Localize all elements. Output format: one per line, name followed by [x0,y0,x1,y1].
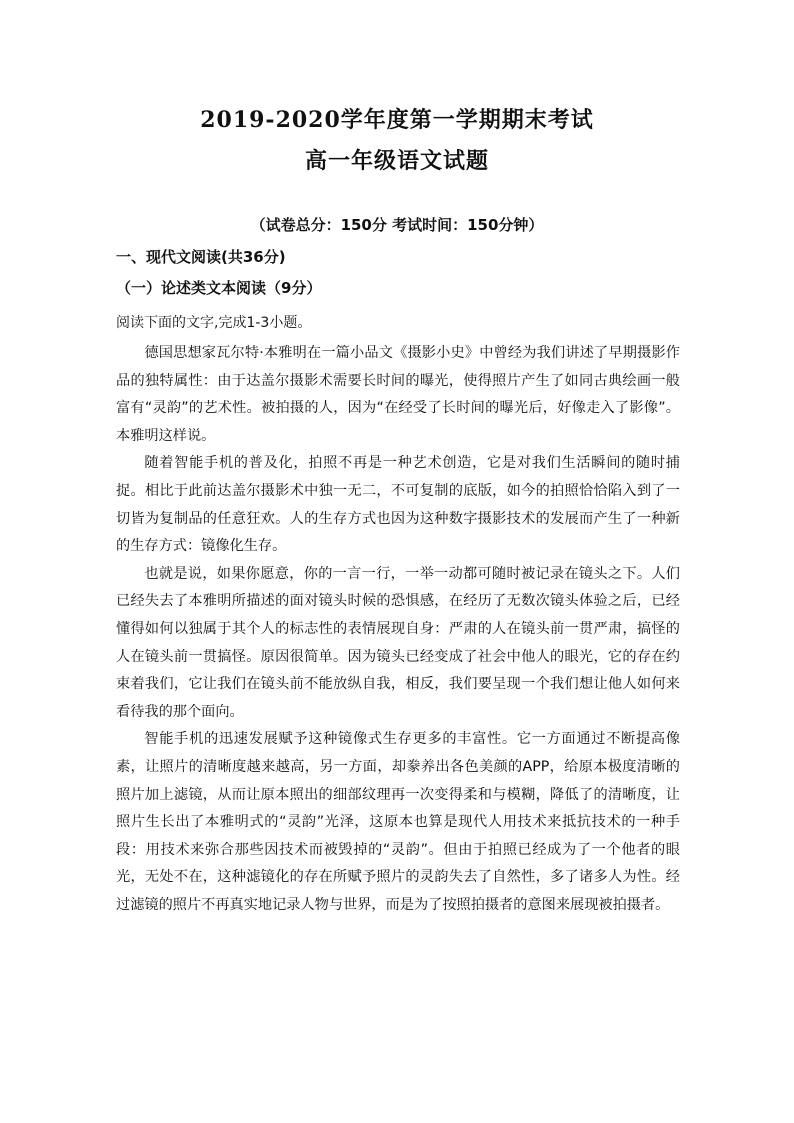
section-heading: 一、现代文阅读(共36分) [116,248,286,266]
passage-paragraph: 也就是说，如果你愿意，你的一言一行，一举一动都可随时被记录在镜头之下。人们已经失去了本雅明所描述的面对镜头时候的恐惧感，在经历了无数次镜头体验之后，已经懂得如何以独属于其个人的标志性的表情展现自身：严肃的人在镜头前一贯严肃，搞怪的人在镜头前一贯搞怪。原因很简单。因为镜头已经变成了社会中他人的眼光，它的存在约束着我们，它让我们在镜头前不能放纵自我，相反，我们要呈现一个我们想让他人如何来看待我的那个面向。 [116,565,680,720]
exam-title: 2019-2020学年度第一学期期末考试 [200,107,594,133]
subsection-heading: （一）论述类文本阅读（9分） [116,279,322,297]
reading-instruction: 阅读下面的文字,完成1-3小题。 [116,315,312,331]
exam-meta: （试卷总分：150分 考试时间：150分钟） [250,216,544,234]
exam-subtitle: 高一年级语文试题 [304,148,489,174]
passage-paragraph: 智能手机的迅速发展赋予这种镜像式生存更多的丰富性。它一方面通过不断提高像素，让照片的清晰度越来越高，另一方面，却豢养出各色美颜的APP，给原本极度清晰的照片加上滤镜，从而让原本照出的细部纹理再一次变得柔和与模糊，降低了的清晰度，让照片生长出了本雅明式的“灵韵”光泽，这原本也算是现代人用技术来抵抗技术的一种手段：用技术来弥合那些因技术而被毁掉的“灵韵”。但由于拍照已经成为了一个他者的眼光，无处不在，这种滤镜化的存在所赋予照片的灵韵失去了自然性，多了诸多人为性。经过滤镜的照片不再真实地记录人物与世界，而是为了按照拍摄者的意图来展现被拍摄者。 [116,731,680,913]
passage-paragraph: 德国思想家瓦尔特·本雅明在一篇小品文《摄影小史》中曾经为我们讲述了早期摄影作品的独特属性：由于达盖尔摄影术需要长时间的曝光，使得照片产生了如同古典绘画一般富有“灵韵”的艺术性。被拍摄的人，因为“在经受了长时间的曝光后，好像走入了影像”。本雅明这样说。 [116,345,680,444]
reading-passage [116,340,680,919]
passage-paragraph: 随着智能手机的普及化，拍照不再是一种艺术创造，它是对我们生活瞬间的随时捕捉。相比于此前达盖尔摄影术中独一无二，不可复制的底版，如今的拍照恰恰陷入到了一切皆为复制品的任意狂欢。人的生存方式也因为这种数字摄影技术的发展而产生了一种新的生存方式：镜像化生存。 [116,455,680,555]
